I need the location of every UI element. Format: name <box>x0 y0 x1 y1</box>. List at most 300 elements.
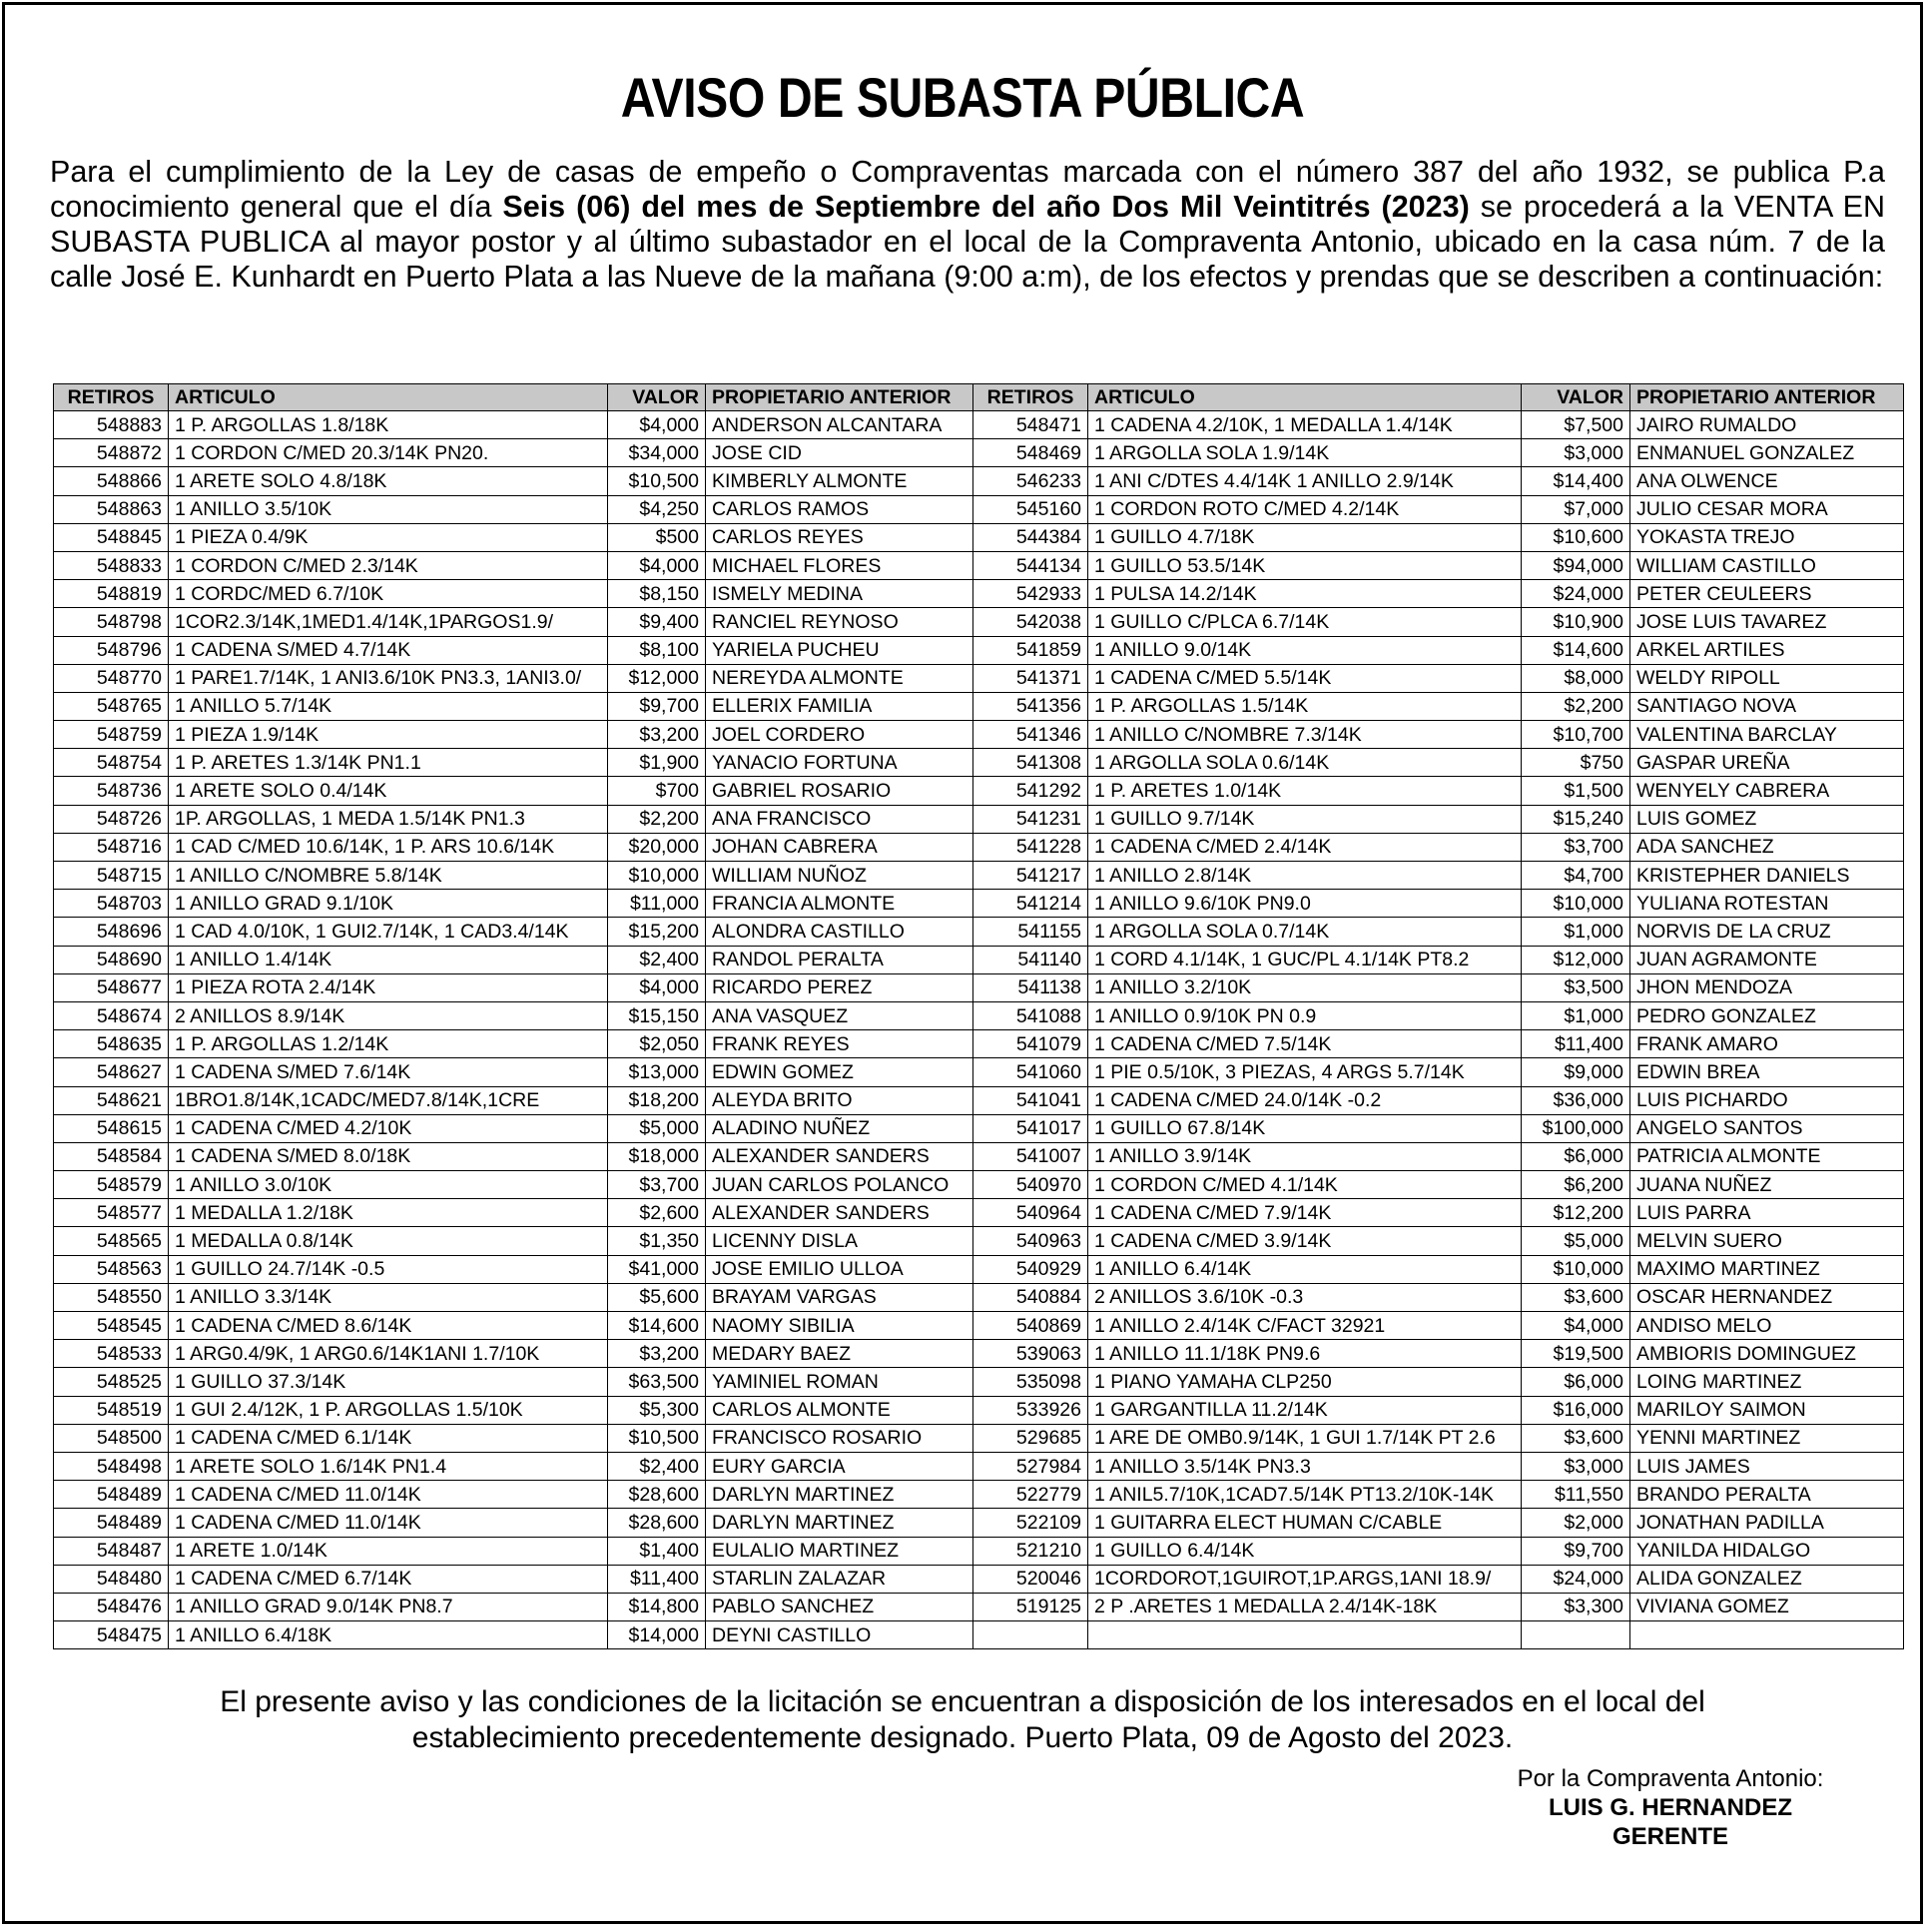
propietario-cell: RANDOL PERALTA <box>706 946 973 973</box>
intro-paragraph <box>50 155 1885 295</box>
propietario-cell: JAIRO RUMALDO <box>1630 411 1904 439</box>
propietario-cell: PATRICIA ALMONTE <box>1630 1142 1904 1170</box>
articulo-cell <box>1088 1621 1522 1649</box>
propietario-cell: YAMINIEL ROMAN <box>706 1368 973 1396</box>
retiro-cell: 548770 <box>54 664 169 692</box>
retiro-cell: 548627 <box>54 1058 169 1086</box>
articulo-cell: 1 GUILLO 37.3/14K <box>169 1368 608 1396</box>
articulo-cell: 1 CADENA C/MED 7.5/14K <box>1088 1030 1522 1058</box>
articulo-cell: 1 ANILLO C/NOMBRE 5.8/14K <box>169 862 608 890</box>
articulo-cell: 1 ANILLO 6.4/14K <box>1088 1255 1522 1283</box>
valor-cell: $4,000 <box>1522 1312 1630 1340</box>
propietario-cell: GABRIEL ROSARIO <box>706 777 973 805</box>
propietario-cell: NEREYDA ALMONTE <box>706 664 973 692</box>
articulo-cell: 1 P. ARETES 1.3/14K PN1.1 <box>169 749 608 777</box>
valor-cell: $1,500 <box>1522 777 1630 805</box>
retiro-cell: 548866 <box>54 467 169 495</box>
retiro-cell: 548480 <box>54 1565 169 1593</box>
retiro-cell: 544384 <box>973 523 1088 551</box>
retiro-cell: 540964 <box>973 1199 1088 1227</box>
articulo-cell: 1 CADENA C/MED 8.6/14K <box>169 1312 608 1340</box>
retiro-cell: 548883 <box>54 411 169 439</box>
valor-cell: $11,000 <box>608 890 706 918</box>
table-row <box>54 1227 1904 1255</box>
articulo-cell: 1 CADENA C/MED 5.5/14K <box>1088 664 1522 692</box>
auction-date: Seis (06) del mes de Septiembre del año Dos Mil Veintitrés (2023) <box>502 190 1470 224</box>
propietario-cell: MELVIN SUERO <box>1630 1227 1904 1255</box>
articulo-cell: 1 CORDC/MED 6.7/10K <box>169 580 608 608</box>
retiro-cell <box>973 1621 1088 1649</box>
valor-cell: $94,000 <box>1522 551 1630 579</box>
valor-cell: $6,000 <box>1522 1142 1630 1170</box>
table-row <box>54 664 1904 692</box>
articulo-cell: 1 P. ARGOLLAS 1.8/18K <box>169 411 608 439</box>
articulo-cell: 1 MEDALLA 0.8/14K <box>169 1227 608 1255</box>
propietario-cell: ALONDRA CASTILLO <box>706 918 973 946</box>
retiro-cell: 541041 <box>973 1086 1088 1114</box>
articulo-cell: 1 ANILLO 1.4/14K <box>169 946 608 973</box>
table-row <box>54 890 1904 918</box>
articulo-cell: 1 CORDON C/MED 2.3/14K <box>169 551 608 579</box>
articulo-cell: 1P. ARGOLLAS, 1 MEDA 1.5/14K PN1.3 <box>169 805 608 833</box>
header-articulo: ARTICULO <box>1088 384 1522 411</box>
retiro-cell: 540884 <box>973 1283 1088 1311</box>
retiro-cell: 548500 <box>54 1424 169 1452</box>
propietario-cell: DARLYN MARTINEZ <box>706 1509 973 1537</box>
articulo-cell: 1 PULSA 14.2/14K <box>1088 580 1522 608</box>
retiro-cell: 540929 <box>973 1255 1088 1283</box>
propietario-cell: NORVIS DE LA CRUZ <box>1630 918 1904 946</box>
articulo-cell: 1 ANILLO 3.0/10K <box>169 1171 608 1199</box>
table-row <box>54 467 1904 495</box>
table-row <box>54 1537 1904 1565</box>
articulo-cell: 1 PIEZA ROTA 2.4/14K <box>169 973 608 1001</box>
valor-cell: $15,150 <box>608 1001 706 1029</box>
table-row <box>54 1424 1904 1452</box>
retiro-cell: 548577 <box>54 1199 169 1227</box>
articulo-cell: 1 GUITARRA ELECT HUMAN C/CABLE <box>1088 1509 1522 1537</box>
table-row <box>54 918 1904 946</box>
retiro-cell: 548498 <box>54 1452 169 1480</box>
closing-paragraph: El presente aviso y las condiciones de la licitación se encuentran a disposición de los interesados en el local del establecimiento precedentemente designado. Puerto Plata, 09 de Agosto del 2023. <box>220 1685 1705 1754</box>
retiro-cell: 541140 <box>973 946 1088 973</box>
articulo-cell: 1 PIEZA 0.4/9K <box>169 523 608 551</box>
propietario-cell: YANILDA HIDALGO <box>1630 1537 1904 1565</box>
retiro-cell: 548519 <box>54 1396 169 1424</box>
valor-cell: $4,700 <box>1522 862 1630 890</box>
signer-name: LUIS G. HERNANDEZ <box>1548 1794 1792 1821</box>
retiro-cell: 541088 <box>973 1001 1088 1029</box>
articulo-cell: 1 ARGOLLA SOLA 0.6/14K <box>1088 749 1522 777</box>
table-row <box>54 1001 1904 1029</box>
valor-cell: $11,550 <box>1522 1481 1630 1509</box>
valor-cell: $8,000 <box>1522 664 1630 692</box>
valor-cell: $3,600 <box>1522 1424 1630 1452</box>
propietario-cell: JOEL CORDERO <box>706 721 973 749</box>
retiro-cell: 541356 <box>973 692 1088 720</box>
valor-cell: $34,000 <box>608 439 706 467</box>
articulo-cell: 1 CADENA C/MED 11.0/14K <box>169 1509 608 1537</box>
valor-cell: $1,000 <box>1522 1001 1630 1029</box>
retiro-cell: 548621 <box>54 1086 169 1114</box>
table-row <box>54 523 1904 551</box>
table-row <box>54 1199 1904 1227</box>
table-row <box>54 1030 1904 1058</box>
propietario-cell: ALEXANDER SANDERS <box>706 1142 973 1170</box>
articulo-cell: 1BRO1.8/14K,1CADC/MED7.8/14K,1CRE <box>169 1086 608 1114</box>
retiro-cell: 548872 <box>54 439 169 467</box>
retiro-cell: 548545 <box>54 1312 169 1340</box>
valor-cell: $3,300 <box>1522 1593 1630 1620</box>
valor-cell: $3,700 <box>608 1171 706 1199</box>
articulo-cell: 1 CADENA S/MED 4.7/14K <box>169 636 608 664</box>
articulo-cell: 1 ANILLO 9.0/14K <box>1088 636 1522 664</box>
propietario-cell: MAXIMO MARTINEZ <box>1630 1255 1904 1283</box>
valor-cell: $5,300 <box>608 1396 706 1424</box>
propietario-cell: EULALIO MARTINEZ <box>706 1537 973 1565</box>
propietario-cell: JUAN AGRAMONTE <box>1630 946 1904 973</box>
valor-cell: $100,000 <box>1522 1114 1630 1142</box>
retiro-cell: 548584 <box>54 1142 169 1170</box>
propietario-cell: MEDARY BAEZ <box>706 1340 973 1368</box>
articulo-cell: 1 GARGANTILLA 11.2/14K <box>1088 1396 1522 1424</box>
propietario-cell: ALIDA GONZALEZ <box>1630 1565 1904 1593</box>
propietario-cell: JULIO CESAR MORA <box>1630 495 1904 523</box>
table-row <box>54 1509 1904 1537</box>
articulo-cell: 1 CADENA C/MED 24.0/14K -0.2 <box>1088 1086 1522 1114</box>
valor-cell: $2,200 <box>1522 692 1630 720</box>
articulo-cell: 1 CORDON C/MED 4.1/14K <box>1088 1171 1522 1199</box>
propietario-cell: OSCAR HERNANDEZ <box>1630 1283 1904 1311</box>
retiro-cell: 548489 <box>54 1509 169 1537</box>
propietario-cell: LICENNY DISLA <box>706 1227 973 1255</box>
propietario-cell: JUANA NUÑEZ <box>1630 1171 1904 1199</box>
articulo-cell: 1 ANILLO 3.5/10K <box>169 495 608 523</box>
table-row <box>54 439 1904 467</box>
retiro-cell: 548796 <box>54 636 169 664</box>
valor-cell: $12,000 <box>608 664 706 692</box>
propietario-cell: EDWIN BREA <box>1630 1058 1904 1086</box>
valor-cell: $3,000 <box>1522 439 1630 467</box>
valor-cell <box>1522 1621 1630 1649</box>
header-propietario: PROPIETARIO ANTERIOR <box>1630 384 1904 411</box>
propietario-cell: ADA SANCHEZ <box>1630 833 1904 861</box>
propietario-cell: WENYELY CABRERA <box>1630 777 1904 805</box>
valor-cell: $6,000 <box>1522 1368 1630 1396</box>
propietario-cell: JUAN CARLOS POLANCO <box>706 1171 973 1199</box>
valor-cell: $1,000 <box>1522 918 1630 946</box>
valor-cell: $3,000 <box>1522 1452 1630 1480</box>
valor-cell: $2,400 <box>608 946 706 973</box>
table-row <box>54 946 1904 973</box>
articulo-cell: 1 GUILLO C/PLCA 6.7/14K <box>1088 608 1522 636</box>
retiro-cell: 541155 <box>973 918 1088 946</box>
retiro-cell: 548703 <box>54 890 169 918</box>
retiro-cell: 522779 <box>973 1481 1088 1509</box>
propietario-cell: LUIS GOMEZ <box>1630 805 1904 833</box>
retiro-cell: 548579 <box>54 1171 169 1199</box>
propietario-cell: JOSE LUIS TAVAREZ <box>1630 608 1904 636</box>
retiro-cell: 529685 <box>973 1424 1088 1452</box>
articulo-cell: 1 ARETE SOLO 1.6/14K PN1.4 <box>169 1452 608 1480</box>
articulo-cell: 1 CADENA C/MED 7.9/14K <box>1088 1199 1522 1227</box>
propietario-cell: YOKASTA TREJO <box>1630 523 1904 551</box>
valor-cell: $15,240 <box>1522 805 1630 833</box>
articulo-cell: 1 CADENA C/MED 11.0/14K <box>169 1481 608 1509</box>
retiro-cell: 548677 <box>54 973 169 1001</box>
valor-cell: $16,000 <box>1522 1396 1630 1424</box>
propietario-cell: ELLERIX FAMILIA <box>706 692 973 720</box>
valor-cell: $5,600 <box>608 1283 706 1311</box>
retiro-cell: 541346 <box>973 721 1088 749</box>
table-row <box>54 805 1904 833</box>
header-propietario: PROPIETARIO ANTERIOR <box>706 384 973 411</box>
valor-cell: $24,000 <box>1522 580 1630 608</box>
table-row <box>54 1593 1904 1620</box>
valor-cell: $24,000 <box>1522 1565 1630 1593</box>
propietario-cell: FRANCIA ALMONTE <box>706 890 973 918</box>
valor-cell: $5,000 <box>1522 1227 1630 1255</box>
propietario-cell: NAOMY SIBILIA <box>706 1312 973 1340</box>
articulo-cell: 1 ANILLO 2.8/14K <box>1088 862 1522 890</box>
propietario-cell: WILLIAM CASTILLO <box>1630 551 1904 579</box>
retiro-cell: 548563 <box>54 1255 169 1283</box>
propietario-cell: ALEXANDER SANDERS <box>706 1199 973 1227</box>
retiro-cell: 541214 <box>973 890 1088 918</box>
valor-cell: $3,700 <box>1522 833 1630 861</box>
table-row <box>54 692 1904 720</box>
table-header-row <box>54 384 1904 411</box>
header-articulo: ARTICULO <box>169 384 608 411</box>
retiro-cell: 548845 <box>54 523 169 551</box>
articulo-cell: 1 CADENA C/MED 6.7/14K <box>169 1565 608 1593</box>
articulo-cell: 1 GUILLO 9.7/14K <box>1088 805 1522 833</box>
propietario-cell: LUIS PICHARDO <box>1630 1086 1904 1114</box>
auction-notice-page <box>2 2 1923 1924</box>
articulo-cell: 1 ANILLO 9.6/10K PN9.0 <box>1088 890 1522 918</box>
retiro-cell: 548533 <box>54 1340 169 1368</box>
articulo-cell: 1 GUI 2.4/12K, 1 P. ARGOLLAS 1.5/10K <box>169 1396 608 1424</box>
propietario-cell: RANCIEL REYNOSO <box>706 608 973 636</box>
propietario-cell: YANACIO FORTUNA <box>706 749 973 777</box>
table-row <box>54 1452 1904 1480</box>
articulo-cell: 1 CADENA C/MED 2.4/14K <box>1088 833 1522 861</box>
propietario-cell: AMBIORIS DOMINGUEZ <box>1630 1340 1904 1368</box>
valor-cell: $1,900 <box>608 749 706 777</box>
propietario-cell: SANTIAGO NOVA <box>1630 692 1904 720</box>
signature-line: Por la Compraventa Antonio: <box>1517 1765 1824 1792</box>
retiro-cell: 540970 <box>973 1171 1088 1199</box>
valor-cell: $5,000 <box>608 1114 706 1142</box>
table-row <box>54 495 1904 523</box>
valor-cell: $10,500 <box>608 467 706 495</box>
table-row <box>54 1565 1904 1593</box>
articulo-cell: 1COR2.3/14K,1MED1.4/14K,1PARGOS1.9/ <box>169 608 608 636</box>
propietario-cell: CARLOS RAMOS <box>706 495 973 523</box>
retiro-cell: 546233 <box>973 467 1088 495</box>
articulo-cell: 1 CADENA S/MED 7.6/14K <box>169 1058 608 1086</box>
valor-cell: $4,250 <box>608 495 706 523</box>
valor-cell: $8,100 <box>608 636 706 664</box>
header-retiros: RETIROS <box>54 384 169 411</box>
retiro-cell: 548565 <box>54 1227 169 1255</box>
articulo-cell: 1 ANILLO C/NOMBRE 7.3/14K <box>1088 721 1522 749</box>
valor-cell: $41,000 <box>608 1255 706 1283</box>
articulo-cell: 1 ARETE SOLO 0.4/14K <box>169 777 608 805</box>
articulo-cell: 1 CAD 4.0/10K, 1 GUI2.7/14K, 1 CAD3.4/14K <box>169 918 608 946</box>
retiro-cell: 541308 <box>973 749 1088 777</box>
valor-cell: $8,150 <box>608 580 706 608</box>
articulo-cell: 1 ARG0.4/9K, 1 ARG0.6/14K1ANI 1.7/10K <box>169 1340 608 1368</box>
table-row <box>54 777 1904 805</box>
propietario-cell: YARIELA PUCHEU <box>706 636 973 664</box>
retiro-cell: 548475 <box>54 1621 169 1649</box>
propietario-cell: DARLYN MARTINEZ <box>706 1481 973 1509</box>
retiro-cell: 548736 <box>54 777 169 805</box>
articulo-cell: 1 CADENA C/MED 6.1/14K <box>169 1424 608 1452</box>
retiro-cell: 542933 <box>973 580 1088 608</box>
propietario-cell: JONATHAN PADILLA <box>1630 1509 1904 1537</box>
retiro-cell: 548759 <box>54 721 169 749</box>
propietario-cell: VIVIANA GOMEZ <box>1630 1593 1904 1620</box>
retiro-cell: 541371 <box>973 664 1088 692</box>
valor-cell: $7,500 <box>1522 411 1630 439</box>
propietario-cell: VALENTINA BARCLAY <box>1630 721 1904 749</box>
retiro-cell: 540869 <box>973 1312 1088 1340</box>
articulo-cell: 1 CORDON ROTO C/MED 4.2/14K <box>1088 495 1522 523</box>
valor-cell: $19,500 <box>1522 1340 1630 1368</box>
valor-cell: $750 <box>1522 749 1630 777</box>
propietario-cell: MARILOY SAIMON <box>1630 1396 1904 1424</box>
propietario-cell: ISMELY MEDINA <box>706 580 973 608</box>
articulo-cell: 1 CADENA C/MED 4.2/10K <box>169 1114 608 1142</box>
retiro-cell: 541138 <box>973 973 1088 1001</box>
header-valor: VALOR <box>608 384 706 411</box>
propietario-cell: WILLIAM NUÑOZ <box>706 862 973 890</box>
valor-cell: $12,000 <box>1522 946 1630 973</box>
retiro-cell: 533926 <box>973 1396 1088 1424</box>
retiro-cell: 548525 <box>54 1368 169 1396</box>
retiro-cell: 548765 <box>54 692 169 720</box>
valor-cell: $2,200 <box>608 805 706 833</box>
valor-cell: $9,700 <box>608 692 706 720</box>
articulo-cell: 1 CADENA S/MED 8.0/18K <box>169 1142 608 1170</box>
valor-cell: $9,700 <box>1522 1537 1630 1565</box>
articulo-cell: 1 ANILLO GRAD 9.0/14K PN8.7 <box>169 1593 608 1620</box>
table-row <box>54 411 1904 439</box>
table-row <box>54 1621 1904 1649</box>
propietario-cell: PETER CEULEERS <box>1630 580 1904 608</box>
propietario-cell <box>1630 1621 1904 1649</box>
retiro-cell: 548469 <box>973 439 1088 467</box>
retiro-cell: 545160 <box>973 495 1088 523</box>
valor-cell: $10,000 <box>1522 890 1630 918</box>
retiro-cell: 541292 <box>973 777 1088 805</box>
articulo-cell: 1 ANI C/DTES 4.4/14K 1 ANILLO 2.9/14K <box>1088 467 1522 495</box>
articulo-cell: 1 CORD 4.1/14K, 1 GUC/PL 4.1/14K PT8.2 <box>1088 946 1522 973</box>
propietario-cell: JOSE EMILIO ULLOA <box>706 1255 973 1283</box>
valor-cell: $10,500 <box>608 1424 706 1452</box>
valor-cell: $500 <box>608 523 706 551</box>
propietario-cell: YENNI MARTINEZ <box>1630 1424 1904 1452</box>
propietario-cell: KIMBERLY ALMONTE <box>706 467 973 495</box>
valor-cell: $4,000 <box>608 411 706 439</box>
valor-cell: $12,200 <box>1522 1199 1630 1227</box>
articulo-cell: 1 ANILLO GRAD 9.1/10K <box>169 890 608 918</box>
table-row <box>54 833 1904 861</box>
table-row <box>54 1368 1904 1396</box>
table-row <box>54 1255 1904 1283</box>
propietario-cell: CARLOS ALMONTE <box>706 1396 973 1424</box>
propietario-cell: BRAYAM VARGAS <box>706 1283 973 1311</box>
valor-cell: $9,000 <box>1522 1058 1630 1086</box>
articulo-cell: 1 CADENA 4.2/10K, 1 MEDALLA 1.4/14K <box>1088 411 1522 439</box>
signer-role: GERENTE <box>1611 1823 1728 1850</box>
valor-cell: $15,200 <box>608 918 706 946</box>
articulo-cell: 1 ANILLO 3.2/10K <box>1088 973 1522 1001</box>
valor-cell: $14,600 <box>608 1312 706 1340</box>
articulo-cell: 1 PIE 0.5/10K, 3 PIEZAS, 4 ARGS 5.7/14K <box>1088 1058 1522 1086</box>
header-retiros: RETIROS <box>973 384 1088 411</box>
propietario-cell: JOHAN CABRERA <box>706 833 973 861</box>
propietario-cell: ANA FRANCISCO <box>706 805 973 833</box>
notice-title: AVISO DE SUBASTA PÚBLICA <box>620 66 1305 129</box>
valor-cell: $63,500 <box>608 1368 706 1396</box>
propietario-cell: EURY GARCIA <box>706 1452 973 1480</box>
retiro-cell: 542038 <box>973 608 1088 636</box>
retiro-cell: 548716 <box>54 833 169 861</box>
articulo-cell: 1 ARE DE OMB0.9/14K, 1 GUI 1.7/14K PT 2.6 <box>1088 1424 1522 1452</box>
valor-cell: $36,000 <box>1522 1086 1630 1114</box>
retiro-cell: 519125 <box>973 1593 1088 1620</box>
valor-cell: $3,600 <box>1522 1283 1630 1311</box>
valor-cell: $18,000 <box>608 1142 706 1170</box>
articulo-cell: 1 P. ARETES 1.0/14K <box>1088 777 1522 805</box>
retiro-cell: 548754 <box>54 749 169 777</box>
articulo-cell: 1 PIEZA 1.9/14K <box>169 721 608 749</box>
articulo-cell: 1 ANILLO 3.9/14K <box>1088 1142 1522 1170</box>
retiro-cell: 548690 <box>54 946 169 973</box>
valor-cell: $14,000 <box>608 1621 706 1649</box>
propietario-cell: FRANCISCO ROSARIO <box>706 1424 973 1452</box>
valor-cell: $3,200 <box>608 721 706 749</box>
propietario-cell: YULIANA ROTESTAN <box>1630 890 1904 918</box>
valor-cell: $10,000 <box>1522 1255 1630 1283</box>
propietario-cell: ALADINO NUÑEZ <box>706 1114 973 1142</box>
retiro-cell: 541859 <box>973 636 1088 664</box>
valor-cell: $2,050 <box>608 1030 706 1058</box>
valor-cell: $9,400 <box>608 608 706 636</box>
retiro-cell: 544134 <box>973 551 1088 579</box>
propietario-cell: JOSE CID <box>706 439 973 467</box>
table-row <box>54 636 1904 664</box>
retiro-cell: 541060 <box>973 1058 1088 1086</box>
retiro-cell: 535098 <box>973 1368 1088 1396</box>
retiro-cell: 541217 <box>973 862 1088 890</box>
retiro-cell: 548489 <box>54 1481 169 1509</box>
articulo-cell: 1 GUILLO 53.5/14K <box>1088 551 1522 579</box>
valor-cell: $14,800 <box>608 1593 706 1620</box>
propietario-cell: ARKEL ARTILES <box>1630 636 1904 664</box>
table-row <box>54 1340 1904 1368</box>
propietario-cell: ANDERSON ALCANTARA <box>706 411 973 439</box>
articulo-cell: 1 CORDON C/MED 20.3/14K PN20. <box>169 439 608 467</box>
header-valor: VALOR <box>1522 384 1630 411</box>
articulo-cell: 1 CADENA C/MED 3.9/14K <box>1088 1227 1522 1255</box>
retiro-cell: 548471 <box>973 411 1088 439</box>
propietario-cell: ANA OLWENCE <box>1630 467 1904 495</box>
valor-cell: $14,400 <box>1522 467 1630 495</box>
